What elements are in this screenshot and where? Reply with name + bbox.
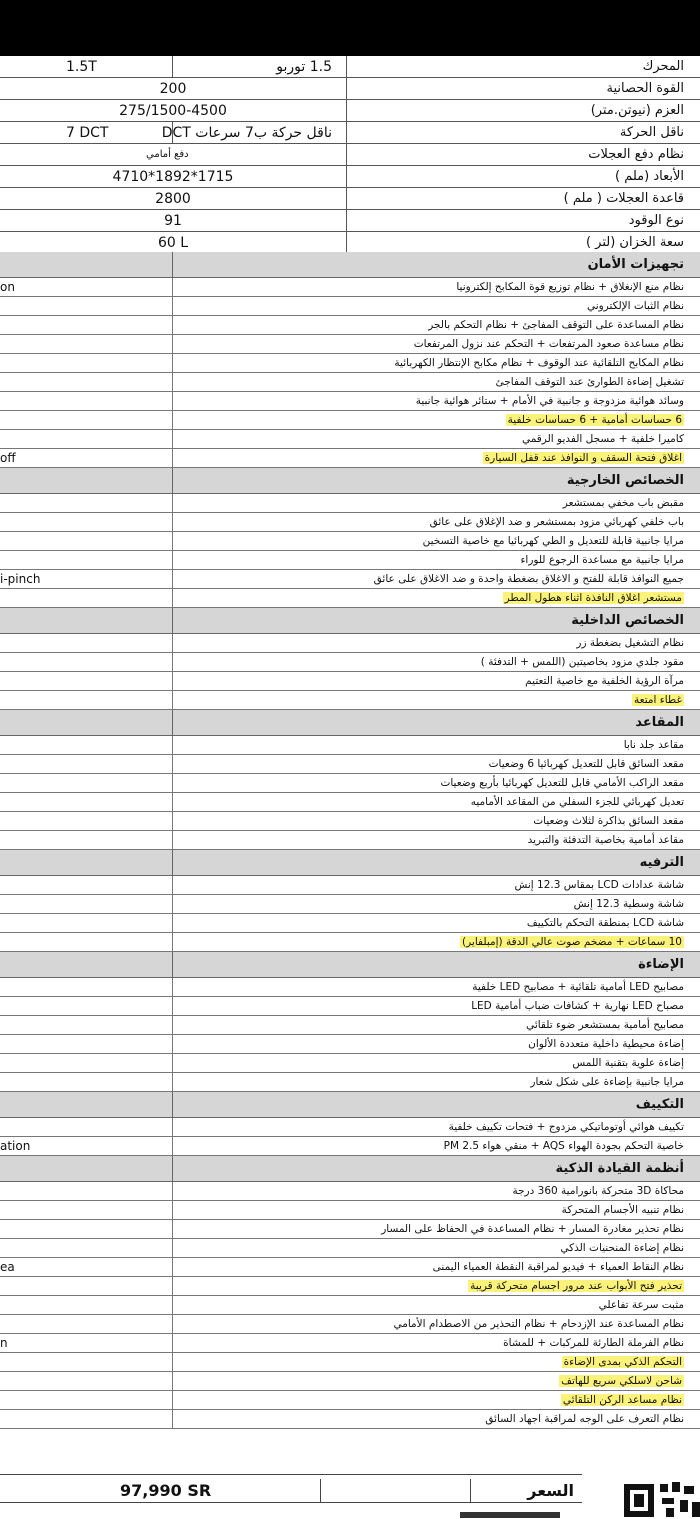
feature-label [172,1035,700,1054]
feature-label [172,354,700,373]
spec-label: نظام دفع العجلات [346,144,700,166]
feature-label [172,1372,700,1391]
spec-value: 1.5 توربو [172,56,346,78]
feature-row [0,494,700,513]
feature-text: مقعد السائق قابل للتعديل كهربائيا 6 وضعيات [488,758,684,770]
feature-text: نظام تحذير مغادرة المسار + نظام المساعدة في الحفاظ على المسار [381,1223,684,1235]
feature-row [0,1410,700,1429]
feature-label [172,1016,700,1035]
feature-label [172,335,700,354]
feature-label [172,933,700,952]
feature-label [172,1182,700,1201]
feature-text: مقعد الراكب الأمامي قابل للتعديل كهربائيا بأربع وضعيات [440,777,684,789]
feature-text: مقاعد أمامية بخاصية التدفئة والتبريد [527,834,684,846]
feature-text: مصابيح أمامية بمستشعر ضوء تلقائي [526,1019,684,1031]
spec-label: نوع الوقود [346,210,700,232]
feature-text: خاصية التحكم بجودة الهواء AQS + منقي هواء PM 2.5 [443,1140,684,1152]
feature-row [0,933,700,952]
spec-value: دفع أمامي [146,149,189,160]
feature-label [172,831,700,850]
feature-text: مرآة الرؤية الخلفية مع خاصية التعتيم [525,675,684,687]
feature-text: تشغيل إضاءة الطوارئ عند التوقف المفاجئ [495,376,684,388]
feature-label [172,373,700,392]
spec-row [0,166,700,188]
feature-label [172,316,700,335]
feature-label [172,876,700,895]
feature-label [172,653,700,672]
spec-label: القوة الحصانية [346,78,700,100]
feature-text: مستشعر اغلاق النافذة اثناء هطول المطر [504,592,682,604]
feature-row [0,914,700,933]
top-black-bar [0,0,700,56]
feature-text: مصباح LED نهارية + كشافات ضباب أمامية LED [471,1000,684,1012]
feature-text: نظام التعرف على الوجه لمراقبة اجهاد السائق [485,1413,684,1425]
feature-row [0,997,700,1016]
feature-label [172,895,700,914]
feature-text: 10 سماعات + مضخم صوت عالي الدقة (إمبلفاير) [462,936,682,948]
spec-label: الأبعاد (ملم ) [346,166,700,188]
section-header [0,1156,700,1182]
feature-row [0,430,700,449]
feature-text: مقود جلدي مزود بخاصيتين (اللمس + التدفئة ) [480,656,684,668]
feature-row [0,1201,700,1220]
feature-row [0,895,700,914]
feature-label [172,914,700,933]
feature-label [172,1315,700,1334]
feature-text: نظام التشغيل بضغطة زر [576,637,684,649]
section-title: الخصائص الداخلية [172,608,700,634]
feature-row [0,1296,700,1315]
feature-row [0,691,700,710]
spec-value: 275/1500-4500 [119,103,227,119]
feature-label [172,449,700,468]
feature-text: باب خلفي كهربائي مزود بمستشعر و ضد الإغلاق على عائق [429,516,684,528]
spec-row [0,210,700,232]
feature-row [0,793,700,812]
spec-value: 2800 [155,191,191,207]
feature-text: إضاءة علوية بتقنية اللمس [572,1057,684,1069]
feature-label [172,1118,700,1137]
section-title: التكييف [172,1092,700,1118]
feature-row [0,392,700,411]
feature-row [0,373,700,392]
feature-label [172,634,700,653]
feature-text: مرايا جانبية قابلة للتعديل و الطي كهربائيا مع خاصية التسخين [422,535,684,547]
section-header [0,468,700,494]
feature-row [0,335,700,354]
feature-label [172,1220,700,1239]
spec-value: 4710*1892*1715 [112,169,234,185]
feature-label [172,551,700,570]
feature-label [172,1137,700,1156]
spec-row [0,78,700,100]
feature-label [172,1410,700,1429]
feature-text: كاميرا خلفية + مسجل الفديو الرقمي [521,433,684,445]
feature-row [0,812,700,831]
feature-label [172,1054,700,1073]
feature-text: التحكم الذكي بمدى الإضاءة [563,1356,682,1368]
feature-label [172,1353,700,1372]
divider [320,1479,321,1503]
feature-row [0,532,700,551]
feature-value-cropped: ea [0,1260,15,1274]
feature-text: مصابيح LED أمامية تلقائية + مصابيح LED خلفية [472,981,684,993]
feature-row [0,1073,700,1092]
feature-row [0,1016,700,1035]
feature-row [0,1315,700,1334]
feature-value-cropped: off [0,451,16,465]
feature-text: محاكاة 3D متحركة بانورامية 360 درجة [512,1185,684,1197]
feature-value-cropped: ation [0,1139,31,1153]
feature-text: نظام الفرملة الطارئة للمركبات + للمشاة [503,1337,684,1349]
feature-label [172,411,700,430]
price-label: السعر [470,1479,582,1503]
feature-text: مقبض باب مخفي بمستشعر [562,497,684,509]
spec-row [0,232,700,254]
feature-value-cropped: i-pinch [0,572,41,586]
spec-row [0,122,700,144]
feature-row [0,449,700,468]
feature-text: مقعد السائق بذاكرة لثلاث وضعيات [533,815,684,827]
feature-row [0,672,700,691]
feature-text: نظام الثبات الإلكتروني [586,300,684,312]
feature-label [172,1073,700,1092]
spec-value-short: 1.5T [66,59,97,75]
feature-text: نظام مساعد الركن التلقائي [562,1394,682,1406]
feature-text: إضاءة محيطية داخلية متعددة الألوان [528,1038,684,1050]
section-header [0,252,700,278]
feature-label [172,278,700,297]
feature-label [172,1201,700,1220]
feature-label [172,755,700,774]
feature-label [172,297,700,316]
feature-row [0,755,700,774]
feature-row [0,1353,700,1372]
spec-value: ناقل حركة ب7 سرعات DCT [172,122,346,144]
feature-text: شاشة وسطية 12.3 إنش [573,898,684,910]
feature-row [0,278,700,297]
feature-row [0,1258,700,1277]
spec-label: المحرك [346,56,700,78]
feature-value-cropped: on [0,280,15,294]
feature-text: نظام النقاط العمياء + فيديو لمراقبة النقطة العمياء اليمنى [432,1261,684,1273]
feature-label [172,513,700,532]
feature-row [0,1277,700,1296]
feature-label [172,1296,700,1315]
feature-label [172,1239,700,1258]
feature-text: وسائد هوائية مزدوجة و جانبية في الأمام + ستائر هوائية جانبية [415,395,684,407]
section-header [0,710,700,736]
feature-label [172,494,700,513]
feature-label [172,672,700,691]
feature-row [0,1035,700,1054]
spec-row [0,188,700,210]
price-value: 97,990 SR [120,1481,212,1500]
feature-row [0,570,700,589]
section-title: المقاعد [172,710,700,736]
feature-label [172,812,700,831]
section-title: الترفيه [172,850,700,876]
feature-row [0,354,700,373]
spec-label: ناقل الحركة [346,122,700,144]
feature-row [0,551,700,570]
feature-row [0,513,700,532]
feature-row [0,1239,700,1258]
feature-label [172,1334,700,1353]
section-header [0,1092,700,1118]
spec-value-short: 7 DCT [66,125,109,141]
spec-row [0,56,700,78]
spec-table [0,56,700,254]
feature-text: مرايا جانبية مع مساعدة الرجوع للوراء [520,554,684,566]
feature-label [172,430,700,449]
feature-label [172,589,700,608]
section-title: أنظمة القيادة الذكية [172,1156,700,1182]
spec-value: 91 [164,213,182,229]
qr-code-icon [622,1480,700,1517]
feature-text: تكييف هوائي أوتوماتيكي مزدوج + فتحات تكييف خلفية [448,1121,684,1133]
section-header [0,850,700,876]
feature-value-cropped: n [0,1336,8,1350]
spec-value: 200 [159,81,187,97]
feature-text: شاحن لاسلكي سريع للهاتف [561,1375,682,1387]
feature-row [0,831,700,850]
feature-text: اغلاق فتحة السقف و النوافذ عند قفل السيارة [484,452,682,464]
section-header [0,952,700,978]
feature-row [0,736,700,755]
feature-text: مرايا جانبية بإضاءة على شكل شعار [530,1076,684,1088]
spec-row [0,144,700,166]
feature-row [0,1137,700,1156]
feature-row [0,1182,700,1201]
feature-text: مثبت سرعة تفاعلي [598,1299,684,1311]
section-title: تجهيزات الأمان [172,252,700,278]
feature-label [172,793,700,812]
feature-row [0,634,700,653]
divider [0,1474,582,1475]
feature-text: نظام المساعدة عند الإزدحام + نظام التحذير من الاصطدام الأمامي [393,1318,684,1330]
feature-text: مقاعد جلد نابا [623,739,684,751]
feature-label [172,978,700,997]
feature-row [0,297,700,316]
feature-row [0,411,700,430]
cut-off-row [440,1507,580,1519]
feature-text: شاشة LCD بمنطقة التحكم بالتكييف [526,917,684,929]
feature-label [172,736,700,755]
feature-text: نظام تنبيه الأجسام المتحركة [561,1204,684,1216]
feature-row [0,1220,700,1239]
feature-row [0,1054,700,1073]
feature-text: تعديل كهربائي للجزء السفلي من المقاعد الأماميه [470,796,684,808]
feature-row [0,653,700,672]
feature-text: نظام المكابح التلقائية عند الوقوف + نظام مكابح الإنتظار الكهربائية [394,357,684,369]
feature-text: نظام منع الإنغلاق + نظام توزيع قوة المكابح إلكترونيا [456,281,684,293]
feature-row [0,589,700,608]
spec-value: 60 L [157,235,189,251]
spec-label: العزم (نيوتن.متر) [346,100,700,122]
feature-row [0,1391,700,1410]
feature-row [0,1118,700,1137]
feature-row [0,876,700,895]
spec-label: قاعدة العجلات ( ملم ) [346,188,700,210]
feature-sections [0,252,700,1429]
feature-text: نظام إضاءة المنحنيات الذكي [560,1242,684,1254]
feature-row [0,1372,700,1391]
feature-label [172,1391,700,1410]
feature-row [0,774,700,793]
feature-text: شاشة عدادات LCD بمقاس 12.3 إنش [514,879,684,891]
feature-label [172,1277,700,1296]
feature-label [172,570,700,589]
spec-row [0,100,700,122]
feature-text: جميع النوافذ قابلة للفتح و الاغلاق بضغطة واحدة و ضد الاغلاق على عائق [373,573,684,585]
section-title: الخصائص الخارجية [172,468,700,494]
feature-row [0,1334,700,1353]
spec-label: سعة الخزان (لتر ) [346,232,700,254]
section-header [0,608,700,634]
feature-label [172,392,700,411]
feature-text: 6 حساسات أمامية + 6 حساسات خلفية [507,414,682,426]
price-area [0,1474,700,1517]
feature-label [172,997,700,1016]
section-title: الإضاءة [172,952,700,978]
feature-text: تحذير فتح الأبواب عند مرور اجسام متحركة قريبة [470,1280,682,1292]
feature-text: نظام المساعدة على التوقف المفاجئ + نظام التحكم بالجر [428,319,684,331]
feature-text: غطاء امتعة [634,694,682,706]
feature-row [0,978,700,997]
feature-label [172,774,700,793]
feature-label [172,532,700,551]
feature-label [172,1258,700,1277]
price-row [0,1479,582,1503]
feature-row [0,316,700,335]
feature-text: نظام مساعدة صعود المرتفعات + التحكم عند نزول المرتفعات [413,338,684,350]
feature-label [172,691,700,710]
